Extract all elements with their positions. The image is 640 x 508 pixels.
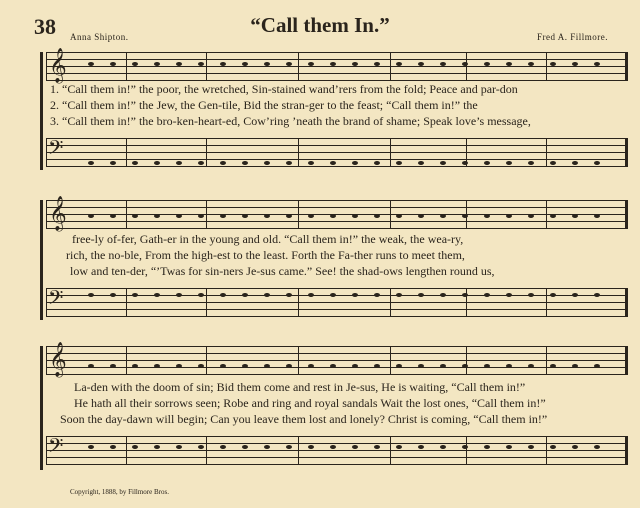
note-head (198, 62, 204, 66)
staff-line (46, 166, 628, 167)
note-head (506, 214, 512, 218)
staff-line (46, 443, 628, 444)
staff-line (46, 52, 628, 53)
note-head (132, 214, 138, 218)
note-head (506, 161, 512, 165)
note-head (154, 364, 160, 368)
bar-line (546, 52, 547, 81)
bass-clef-icon: 𝄢 (48, 288, 64, 314)
bar-line (206, 436, 207, 465)
staff-line (46, 59, 628, 60)
note-head (572, 445, 578, 449)
lyric-line: 1. “Call them in!” the poor, the wretched, Sin-stained wand’rers from the fold; Peace and par-don (50, 82, 518, 96)
note-head (396, 214, 402, 218)
note-head (352, 62, 358, 66)
note-head (418, 62, 424, 66)
note-head (594, 445, 600, 449)
staff-line (46, 464, 628, 465)
note-head (110, 445, 116, 449)
staff-line (46, 360, 628, 361)
bar-line (390, 288, 391, 317)
note-head (396, 445, 402, 449)
note-head (440, 214, 446, 218)
note-head (176, 62, 182, 66)
note-head (374, 293, 380, 297)
note-head (264, 364, 270, 368)
bar-line (466, 346, 467, 375)
note-head (594, 364, 600, 368)
note-head (572, 214, 578, 218)
note-head (528, 293, 534, 297)
bar-line (546, 436, 547, 465)
note-head (528, 161, 534, 165)
note-head (484, 161, 490, 165)
end-bar-line (625, 288, 628, 317)
note-head (286, 161, 292, 165)
staff-line (46, 353, 628, 354)
note-head (352, 293, 358, 297)
bar-line (46, 200, 47, 229)
note-head (440, 161, 446, 165)
note-head (154, 62, 160, 66)
note-head (418, 214, 424, 218)
bar-line (390, 138, 391, 167)
note-head (572, 62, 578, 66)
staff-line (46, 436, 628, 437)
note-head (198, 214, 204, 218)
note-head (154, 445, 160, 449)
staff-line (46, 207, 628, 208)
note-head (396, 62, 402, 66)
note-head (198, 364, 204, 368)
note-head (374, 445, 380, 449)
note-head (264, 214, 270, 218)
note-head (352, 214, 358, 218)
staff-line (46, 288, 628, 289)
note-head (484, 293, 490, 297)
note-head (132, 445, 138, 449)
end-bar-line (625, 52, 628, 81)
bar-line (546, 138, 547, 167)
bar-line (466, 52, 467, 81)
note-head (132, 62, 138, 66)
bar-line (298, 288, 299, 317)
note-head (374, 214, 380, 218)
note-head (198, 445, 204, 449)
end-bar-line (625, 138, 628, 167)
note-head (286, 445, 292, 449)
treble-staff (46, 49, 628, 82)
note-head (462, 161, 468, 165)
bar-line (126, 52, 127, 81)
treble-clef-icon: 𝄞 (49, 343, 67, 376)
note-head (506, 62, 512, 66)
staff-line (46, 200, 628, 201)
bar-line (46, 346, 47, 375)
note-head (110, 214, 116, 218)
note-head (352, 445, 358, 449)
note-head (594, 161, 600, 165)
bar-line (46, 52, 47, 81)
note-head (308, 293, 314, 297)
bar-line (298, 52, 299, 81)
bar-line (206, 346, 207, 375)
note-head (308, 214, 314, 218)
note-head (374, 161, 380, 165)
note-head (484, 62, 490, 66)
note-head (88, 293, 94, 297)
note-head (286, 214, 292, 218)
note-head (440, 62, 446, 66)
bar-line (46, 138, 47, 167)
bar-line (298, 346, 299, 375)
note-head (594, 293, 600, 297)
note-head (506, 293, 512, 297)
note-head (330, 364, 336, 368)
note-head (242, 161, 248, 165)
note-head (374, 364, 380, 368)
note-head (506, 364, 512, 368)
note-head (154, 214, 160, 218)
system-brace (40, 200, 43, 320)
note-head (220, 161, 226, 165)
staff-line (46, 221, 628, 222)
note-head (462, 293, 468, 297)
note-head (132, 161, 138, 165)
staff-line (46, 145, 628, 146)
note-head (198, 161, 204, 165)
staff-line (46, 66, 628, 67)
note-head (88, 62, 94, 66)
note-head (286, 62, 292, 66)
note-head (550, 293, 556, 297)
note-head (550, 445, 556, 449)
bar-line (46, 288, 47, 317)
note-head (198, 293, 204, 297)
staff-line (46, 80, 628, 81)
note-head (484, 445, 490, 449)
bar-line (466, 436, 467, 465)
note-head (462, 62, 468, 66)
note-head (594, 62, 600, 66)
note-head (286, 293, 292, 297)
note-head (418, 161, 424, 165)
note-head (220, 293, 226, 297)
bar-line (390, 52, 391, 81)
note-head (220, 62, 226, 66)
staff-line (46, 346, 628, 347)
note-head (352, 161, 358, 165)
note-head (264, 62, 270, 66)
bar-line (546, 288, 547, 317)
note-head (330, 293, 336, 297)
bar-line (546, 200, 547, 229)
note-head (264, 445, 270, 449)
note-head (352, 364, 358, 368)
treble-clef-icon: 𝄞 (49, 197, 67, 230)
note-head (572, 161, 578, 165)
treble-staff (46, 197, 628, 230)
note-head (572, 293, 578, 297)
note-head (418, 293, 424, 297)
staff-line (46, 374, 628, 375)
note-head (550, 364, 556, 368)
note-head (242, 62, 248, 66)
note-head (308, 445, 314, 449)
note-head (176, 214, 182, 218)
note-head (242, 293, 248, 297)
note-head (396, 293, 402, 297)
note-head (330, 445, 336, 449)
note-head (484, 214, 490, 218)
note-head (418, 364, 424, 368)
lyricist-credit: Anna Shipton. (70, 32, 129, 42)
note-head (308, 161, 314, 165)
hymn-title: “Call them In.” (250, 13, 390, 37)
bar-line (126, 346, 127, 375)
bar-line (46, 436, 47, 465)
note-head (396, 161, 402, 165)
bass-staff (46, 436, 628, 465)
note-head (242, 214, 248, 218)
note-head (242, 445, 248, 449)
bass-clef-icon: 𝄢 (48, 138, 64, 164)
bass-staff (46, 138, 628, 167)
note-head (154, 161, 160, 165)
system-brace (40, 52, 43, 170)
composer-credit: Fred A. Fillmore. (537, 32, 608, 42)
note-head (550, 214, 556, 218)
system-brace (40, 346, 43, 470)
note-head (440, 364, 446, 368)
staff-line (46, 159, 628, 160)
lyric-line: rich, the no-ble, From the high-est to the least. Forth the Fa-ther runs to meet them, (66, 248, 465, 262)
note-head (330, 214, 336, 218)
note-head (286, 364, 292, 368)
note-head (132, 364, 138, 368)
note-head (330, 161, 336, 165)
copyright-notice: Copyright, 1888, by Fillmore Bros. (70, 488, 169, 496)
note-head (528, 445, 534, 449)
end-bar-line (625, 436, 628, 465)
bar-line (126, 288, 127, 317)
note-head (220, 445, 226, 449)
lyric-line: 2. “Call them in!” the Jew, the Gen-tile, Bid the stran-ger to the feast; “Call them in!” the (50, 98, 478, 112)
note-head (528, 62, 534, 66)
note-head (220, 364, 226, 368)
note-head (110, 293, 116, 297)
note-head (528, 364, 534, 368)
lyric-line: Soon the day-dawn will begin; Can you leave them lost and lonely? Christ is coming, “Call them in!” (60, 412, 548, 426)
staff-line (46, 316, 628, 317)
lyric-line: He hath all their sorrows seen; Robe and ring and royal sandals Wait the lost ones, “Call them in!” (74, 396, 546, 410)
staff-line (46, 309, 628, 310)
end-bar-line (625, 200, 628, 229)
lyric-line: La-den with the doom of sin; Bid them come and rest in Je-sus, He is waiting, “Call them in!” (74, 380, 526, 394)
bass-clef-icon: 𝄢 (48, 436, 64, 462)
bar-line (390, 200, 391, 229)
bass-staff (46, 288, 628, 317)
note-head (88, 364, 94, 368)
bar-line (206, 200, 207, 229)
note-head (506, 445, 512, 449)
bar-line (390, 346, 391, 375)
note-head (594, 214, 600, 218)
treble-clef-icon: 𝄞 (49, 49, 67, 82)
note-head (484, 364, 490, 368)
note-head (462, 214, 468, 218)
bar-line (206, 288, 207, 317)
note-head (440, 445, 446, 449)
bar-line (546, 346, 547, 375)
bar-line (390, 436, 391, 465)
note-head (572, 364, 578, 368)
lyric-line: low and ten-der, “’Twas for sin-ners Je-sus came.” See! the shad-ows lengthen round us, (70, 264, 495, 278)
note-head (220, 214, 226, 218)
note-head (550, 62, 556, 66)
staff-line (46, 138, 628, 139)
note-head (176, 445, 182, 449)
note-head (550, 161, 556, 165)
note-head (264, 293, 270, 297)
note-head (308, 62, 314, 66)
bar-line (126, 138, 127, 167)
note-head (110, 364, 116, 368)
bar-line (298, 200, 299, 229)
staff-line (46, 450, 628, 451)
note-head (528, 214, 534, 218)
note-head (132, 293, 138, 297)
staff-line (46, 228, 628, 229)
note-head (110, 161, 116, 165)
bar-line (298, 138, 299, 167)
note-head (88, 161, 94, 165)
end-bar-line (625, 346, 628, 375)
note-head (176, 293, 182, 297)
note-head (176, 364, 182, 368)
bar-line (206, 138, 207, 167)
note-head (374, 62, 380, 66)
note-head (396, 364, 402, 368)
note-head (264, 161, 270, 165)
note-head (242, 364, 248, 368)
staff-line (46, 302, 628, 303)
note-head (154, 293, 160, 297)
note-head (88, 214, 94, 218)
bar-line (126, 200, 127, 229)
note-head (88, 445, 94, 449)
bar-line (206, 52, 207, 81)
note-head (330, 62, 336, 66)
page-number: 38 (34, 14, 56, 39)
bar-line (298, 436, 299, 465)
note-head (440, 293, 446, 297)
lyric-line: 3. “Call them in!” the bro-ken-heart-ed, Cow’ring ’neath the brand of shame; Speak love’s message, (50, 114, 531, 128)
staff-line (46, 73, 628, 74)
note-head (308, 364, 314, 368)
note-head (462, 364, 468, 368)
bar-line (126, 436, 127, 465)
note-head (176, 161, 182, 165)
note-head (110, 62, 116, 66)
note-head (418, 445, 424, 449)
lyric-line: free-ly of-fer, Gath-er in the young and old. “Call them in!” the weak, the wea-ry, (72, 232, 464, 246)
note-head (462, 445, 468, 449)
treble-staff (46, 343, 628, 376)
staff-line (46, 457, 628, 458)
staff-line (46, 152, 628, 153)
